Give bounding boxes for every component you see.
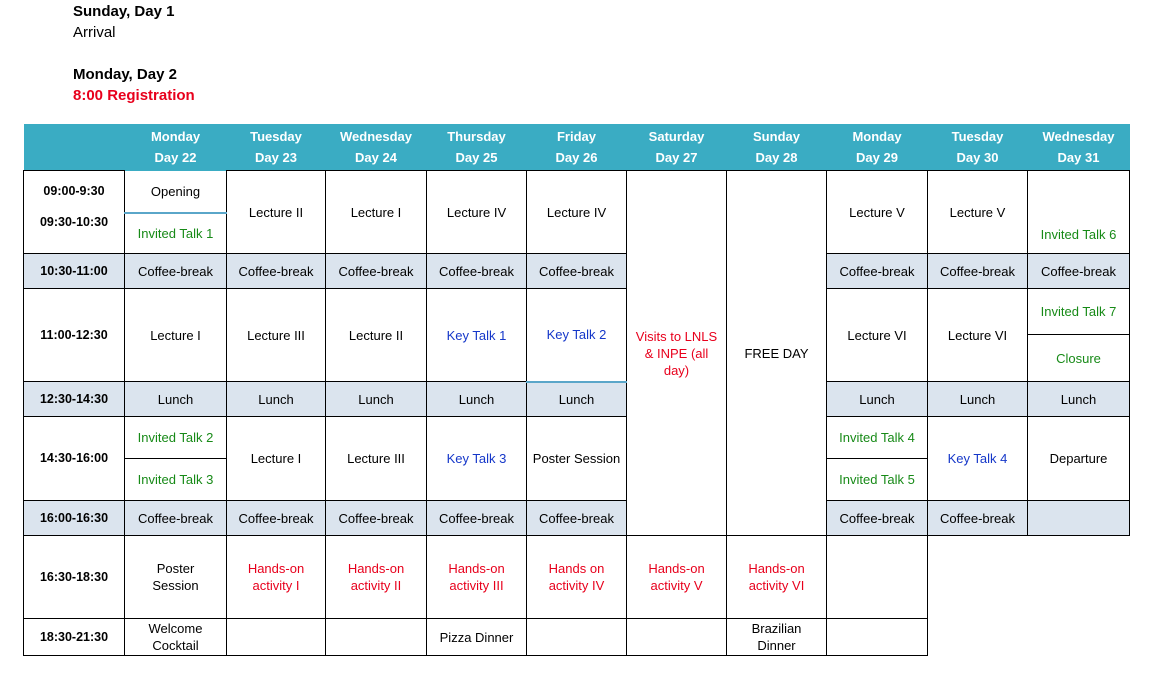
cell-lecture: Lecture VI [827, 289, 928, 382]
row-1600 [24, 501, 1130, 536]
cell-invited-talk: Invited Talk 5 [827, 459, 928, 501]
header-day: Monday Day 22 [125, 124, 227, 171]
cell-free-day: FREE DAY [727, 171, 827, 536]
cell-invited-talk: Invited Talk 6 [1028, 171, 1130, 254]
cell-hands-on: Hands on activity IV [527, 536, 627, 619]
cell-empty [1028, 501, 1130, 536]
time-label: 14:30-16:00 [24, 417, 125, 501]
cell-lunch: Lunch [928, 382, 1028, 417]
header-day: Tuesday Day 30 [928, 124, 1028, 171]
cell-lecture: Lecture V [928, 171, 1028, 254]
header-day: Tuesday Day 23 [227, 124, 326, 171]
cell-lunch: Lunch [125, 382, 227, 417]
cell-empty [827, 619, 928, 656]
row-1630 [24, 536, 1130, 619]
header-row [24, 124, 1130, 171]
cell-hands-on: Hands-on activity VI [727, 536, 827, 619]
cell-coffee: Coffee-break [827, 501, 928, 536]
time-label: 16:30-18:30 [24, 536, 125, 619]
cell-lecture: Lecture II [326, 289, 427, 382]
row-1430 [24, 417, 1130, 459]
cell-invited-talk: Invited Talk 4 [827, 417, 928, 459]
day2-text: 8:00 Registration [73, 87, 195, 104]
cell-invited-talk: Invited Talk 7 [1028, 289, 1130, 335]
cell-lecture: Lecture VI [928, 289, 1028, 382]
cell-lecture: Lecture I [125, 289, 227, 382]
day1-text: Arrival [73, 24, 116, 41]
cell-coffee: Coffee-break [427, 254, 527, 289]
row-1100 [24, 289, 1130, 335]
cell-coffee: Coffee-break [928, 254, 1028, 289]
cell-hands-on: Hands-on activity III [427, 536, 527, 619]
cell-key-talk: Key Talk 2 [527, 289, 627, 382]
time-label: 12:30-14:30 [24, 382, 125, 417]
cell-coffee: Coffee-break [125, 254, 227, 289]
header-day: Sunday Day 28 [727, 124, 827, 171]
row-1030 [24, 254, 1130, 289]
cell-hands-on: Hands-on activity II [326, 536, 427, 619]
cell-lunch: Lunch [1028, 382, 1130, 417]
cell-pizza-dinner: Pizza Dinner [427, 619, 527, 656]
cell-lecture: Lecture V [827, 171, 928, 254]
cell-key-talk: Key Talk 4 [928, 417, 1028, 501]
time-label: 16:00-16:30 [24, 501, 125, 536]
time-label: 18:30-21:30 [24, 619, 125, 656]
header-corner [24, 124, 125, 171]
cell-lecture: Lecture I [227, 417, 326, 501]
cell-coffee: Coffee-break [227, 254, 326, 289]
cell-empty [227, 619, 326, 656]
cell-empty [527, 619, 627, 656]
cell-brazilian-dinner: Brazilian Dinner [727, 619, 827, 656]
cell-coffee: Coffee-break [827, 254, 928, 289]
cell-lunch: Lunch [527, 382, 627, 417]
cell-closure: Closure [1028, 335, 1130, 382]
cell-hands-on: Hands-on activity V [627, 536, 727, 619]
cell-coffee: Coffee-break [326, 501, 427, 536]
cell-invited-talk: Invited Talk 2 [125, 417, 227, 459]
cell-welcome-cocktail: Welcome Cocktail [125, 619, 227, 656]
time-label: 10:30-11:00 [24, 254, 125, 289]
header-day: Saturday Day 27 [627, 124, 727, 171]
day2-title: Monday, Day 2 [73, 66, 177, 83]
cell-poster: Poster Session [125, 536, 227, 619]
cell-empty [627, 619, 727, 656]
header-day: Friday Day 26 [527, 124, 627, 171]
cell-key-talk: Key Talk 3 [427, 417, 527, 501]
cell-coffee: Coffee-break [326, 254, 427, 289]
cell-visits: Visits to LNLS & INPE (all day) [627, 171, 727, 536]
time-label: 11:00-12:30 [24, 289, 125, 382]
cell-lunch: Lunch [827, 382, 928, 417]
cell-lecture: Lecture IV [527, 171, 627, 254]
row-1830 [24, 619, 1130, 656]
cell-departure: Departure [1028, 417, 1130, 501]
cell-lunch: Lunch [427, 382, 527, 417]
cell-empty [827, 536, 928, 619]
row-0900 [24, 171, 1130, 213]
cell-poster-session: Poster Session [527, 417, 627, 501]
cell-coffee: Coffee-break [125, 501, 227, 536]
header-day: Wednesday Day 31 [1028, 124, 1130, 171]
cell-coffee: Coffee-break [227, 501, 326, 536]
cell-invited-talk: Invited Talk 3 [125, 459, 227, 501]
header-day: Thursday Day 25 [427, 124, 527, 171]
header-day: Monday Day 29 [827, 124, 928, 171]
cell-key-talk: Key Talk 1 [427, 289, 527, 382]
cell-lecture: Lecture I [326, 171, 427, 254]
cell-lecture: Lecture IV [427, 171, 527, 254]
row-1230 [24, 382, 1130, 417]
cell-lecture: Lecture II [227, 171, 326, 254]
cell-coffee: Coffee-break [527, 501, 627, 536]
cell-empty [326, 619, 427, 656]
schedule-table [23, 124, 1130, 656]
cell-coffee: Coffee-break [1028, 254, 1130, 289]
cell-lecture: Lecture III [227, 289, 326, 382]
cell-hands-on: Hands-on activity I [227, 536, 326, 619]
cell-invited-talk: Invited Talk 1 [125, 213, 227, 254]
cell-lecture: Lecture III [326, 417, 427, 501]
time-label: 09:00-9:30 [24, 171, 125, 213]
header-day: Wednesday Day 24 [326, 124, 427, 171]
cell-coffee: Coffee-break [527, 254, 627, 289]
cell-opening: Opening [125, 171, 227, 213]
cell-coffee: Coffee-break [427, 501, 527, 536]
cell-lunch: Lunch [227, 382, 326, 417]
cell-lunch: Lunch [326, 382, 427, 417]
cell-coffee: Coffee-break [928, 501, 1028, 536]
time-label: 09:30-10:30 [24, 213, 125, 254]
day1-title: Sunday, Day 1 [73, 3, 175, 20]
